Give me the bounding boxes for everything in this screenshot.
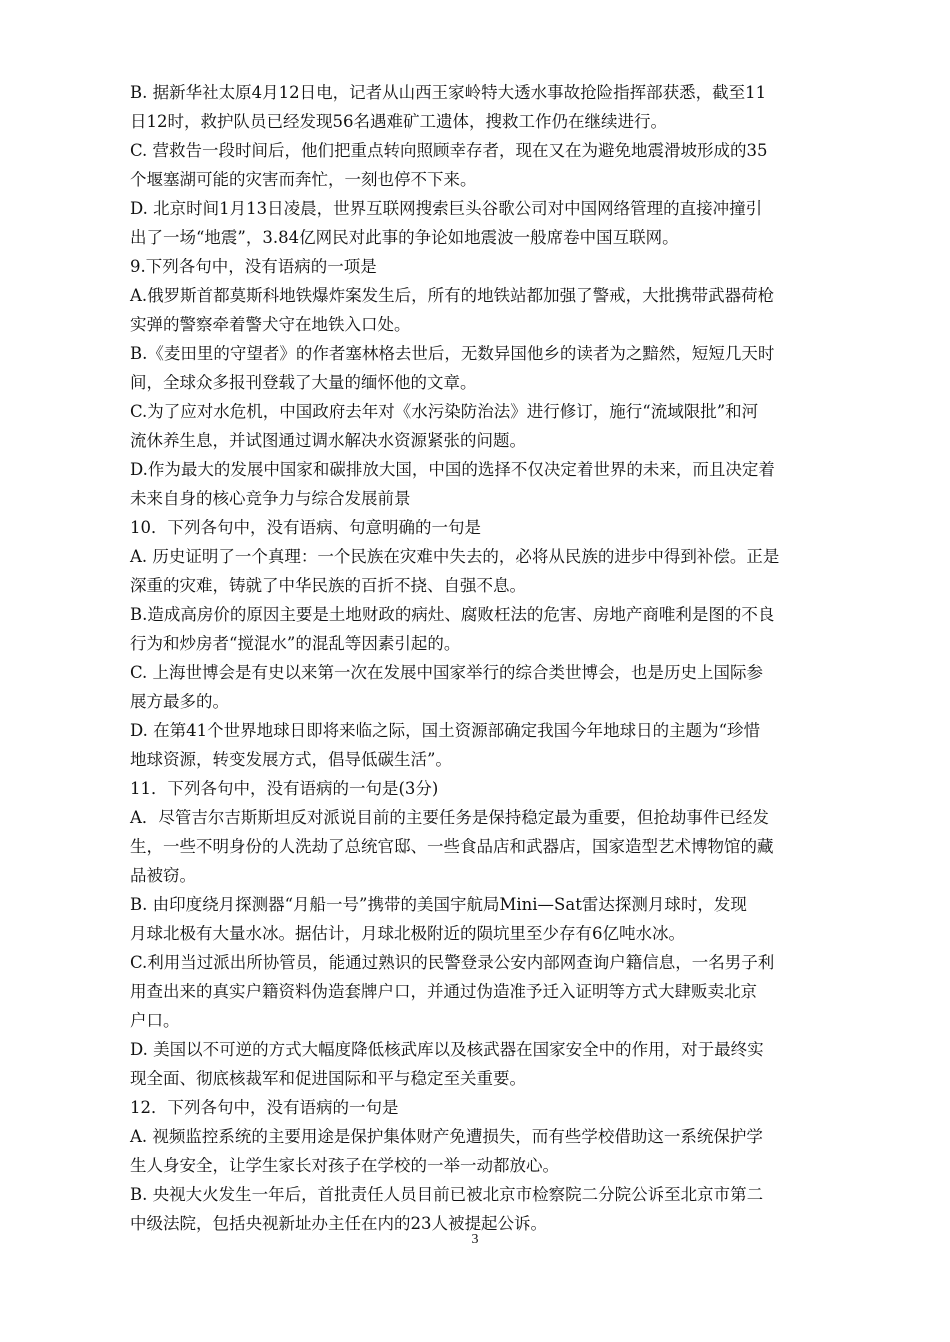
- text-line: 展方最多的。: [130, 692, 229, 711]
- document-body: [130, 78, 875, 1238]
- text-line: B.《麦田里的守望者》的作者塞林格去世后，无数异国他乡的读者为之黯然，短短几天时: [130, 344, 775, 363]
- text-line: A．尽管吉尔吉斯斯坦反对派说目前的主要任务是保持稳定最为重要，但抢劫事件已经发: [130, 808, 769, 827]
- text-line: 户口。: [130, 1011, 180, 1030]
- text-line: D. 美国以不可逆的方式大幅度降低核武库以及核武器在国家安全中的作用，对于最终实: [130, 1040, 764, 1059]
- question-heading: 10．下列各句中，没有语病、句意明确的一句是: [130, 518, 481, 537]
- text-line: C.利用当过派出所协管员，能通过熟识的民警登录公安内部网查询户籍信息，一名男子利: [130, 953, 775, 972]
- text-line: 生人身安全，让学生家长对孩子在学校的一举一动都放心。: [130, 1156, 559, 1175]
- text-line: 用查出来的真实户籍资料伪造套牌户口，并通过伪造准予迁入证明等方式大肆贩卖北京: [130, 982, 757, 1001]
- text-line: A. 历史证明了一个真理：一个民族在灾难中失去的，必将从民族的进步中得到补偿。正是: [130, 547, 780, 566]
- text-line: 日12时，救护队员已经发现56名遇难矿工遗体，搜救工作仍在继续进行。: [130, 112, 667, 131]
- text-line: 现全面、彻底核裁军和促进国际和平与稳定至关重要。: [130, 1069, 526, 1088]
- text-line: C. 上海世博会是有史以来第一次在发展中国家举行的综合类世博会，也是历史上国际参: [130, 663, 764, 682]
- text-line: 间，全球众多报刊登载了大量的缅怀他的文章。: [130, 373, 477, 392]
- text-line: B. 央视大火发生一年后，首批责任人员目前已被北京市检察院二分院公诉至北京市第二: [130, 1185, 764, 1204]
- text-line: B. 由印度绕月探测器“月船一号”携带的美国宇航局Mini—Sat雷达探测月球时，发现: [130, 895, 747, 914]
- text-line: C.为了应对水危机，中国政府去年对《水污染防治法》进行修订，施行“流域限批”和河: [130, 402, 759, 421]
- text-line: D.作为最大的发展中国家和碳排放大国，中国的选择不仅决定着世界的未来，而且决定着: [130, 460, 775, 479]
- text-line: A.俄罗斯首都莫斯科地铁爆炸案发生后，所有的地铁站都加强了警戒，大批携带武器荷枪: [130, 286, 775, 305]
- page-number: 3: [471, 1232, 479, 1247]
- question-heading: 12．下列各句中，没有语病的一句是: [130, 1098, 399, 1117]
- text-line: B. 据新华社太原4月12日电，记者从山西王家岭特大透水事故抢险指挥部获悉，截至11: [130, 83, 767, 102]
- text-line: 地球资源，转变发展方式，倡导低碳生活”。: [130, 750, 452, 769]
- text-line: 个堰塞湖可能的灾害而奔忙，一刻也停不下来。: [130, 170, 477, 189]
- text-line: 中级法院，包括央视新址办主任在内的23人被提起公诉。: [130, 1214, 547, 1233]
- question-heading: 9.下列各句中，没有语病的一项是: [130, 257, 377, 276]
- text-line: D. 在第41个世界地球日即将来临之际，国土资源部确定我国今年地球日的主题为“珍惜: [130, 721, 761, 740]
- text-line: 生，一些不明身份的人洗劫了总统官邸、一些食品店和武器店，国家造型艺术博物馆的藏: [130, 837, 774, 856]
- text-line: 品被窃。: [130, 866, 196, 885]
- text-line: C. 营救告一段时间后，他们把重点转向照顾幸存者，现在又在为避免地震滑坡形成的35: [130, 141, 768, 160]
- question-heading: 11．下列各句中，没有语病的一句是(3分): [130, 779, 439, 798]
- text-line: 深重的灾难，铸就了中华民族的百折不挠、自强不息。: [130, 576, 526, 595]
- text-line: 行为和炒房者“搅混水”的混乱等因素引起的。: [130, 634, 461, 653]
- text-line: 出了一场“地震”，3.84亿网民对此事的争论如地震波一般席卷中国互联网。: [130, 228, 679, 247]
- text-line: 未来自身的核心竞争力与综合发展前景: [130, 489, 411, 508]
- text-line: 流休养生息，并试图通过调水解决水资源紧张的问题。: [130, 431, 526, 450]
- text-line: 月球北极有大量水冰。据估计，月球北极附近的陨坑里至少存有6亿吨水冰。: [130, 924, 685, 943]
- text-line: A. 视频监控系统的主要用途是保护集体财产免遭损失，而有些学校借助这一系统保护学: [130, 1127, 763, 1146]
- text-line: 实弹的警察牵着警犬守在地铁入口处。: [130, 315, 411, 334]
- text-line: B.造成高房价的原因主要是土地财政的病灶、腐败枉法的危害、房地产商唯利是图的不良: [130, 605, 775, 624]
- text-line: D. 北京时间1月13日凌晨，世界互联网搜索巨头谷歌公司对中国网络管理的直接冲撞引: [130, 199, 763, 218]
